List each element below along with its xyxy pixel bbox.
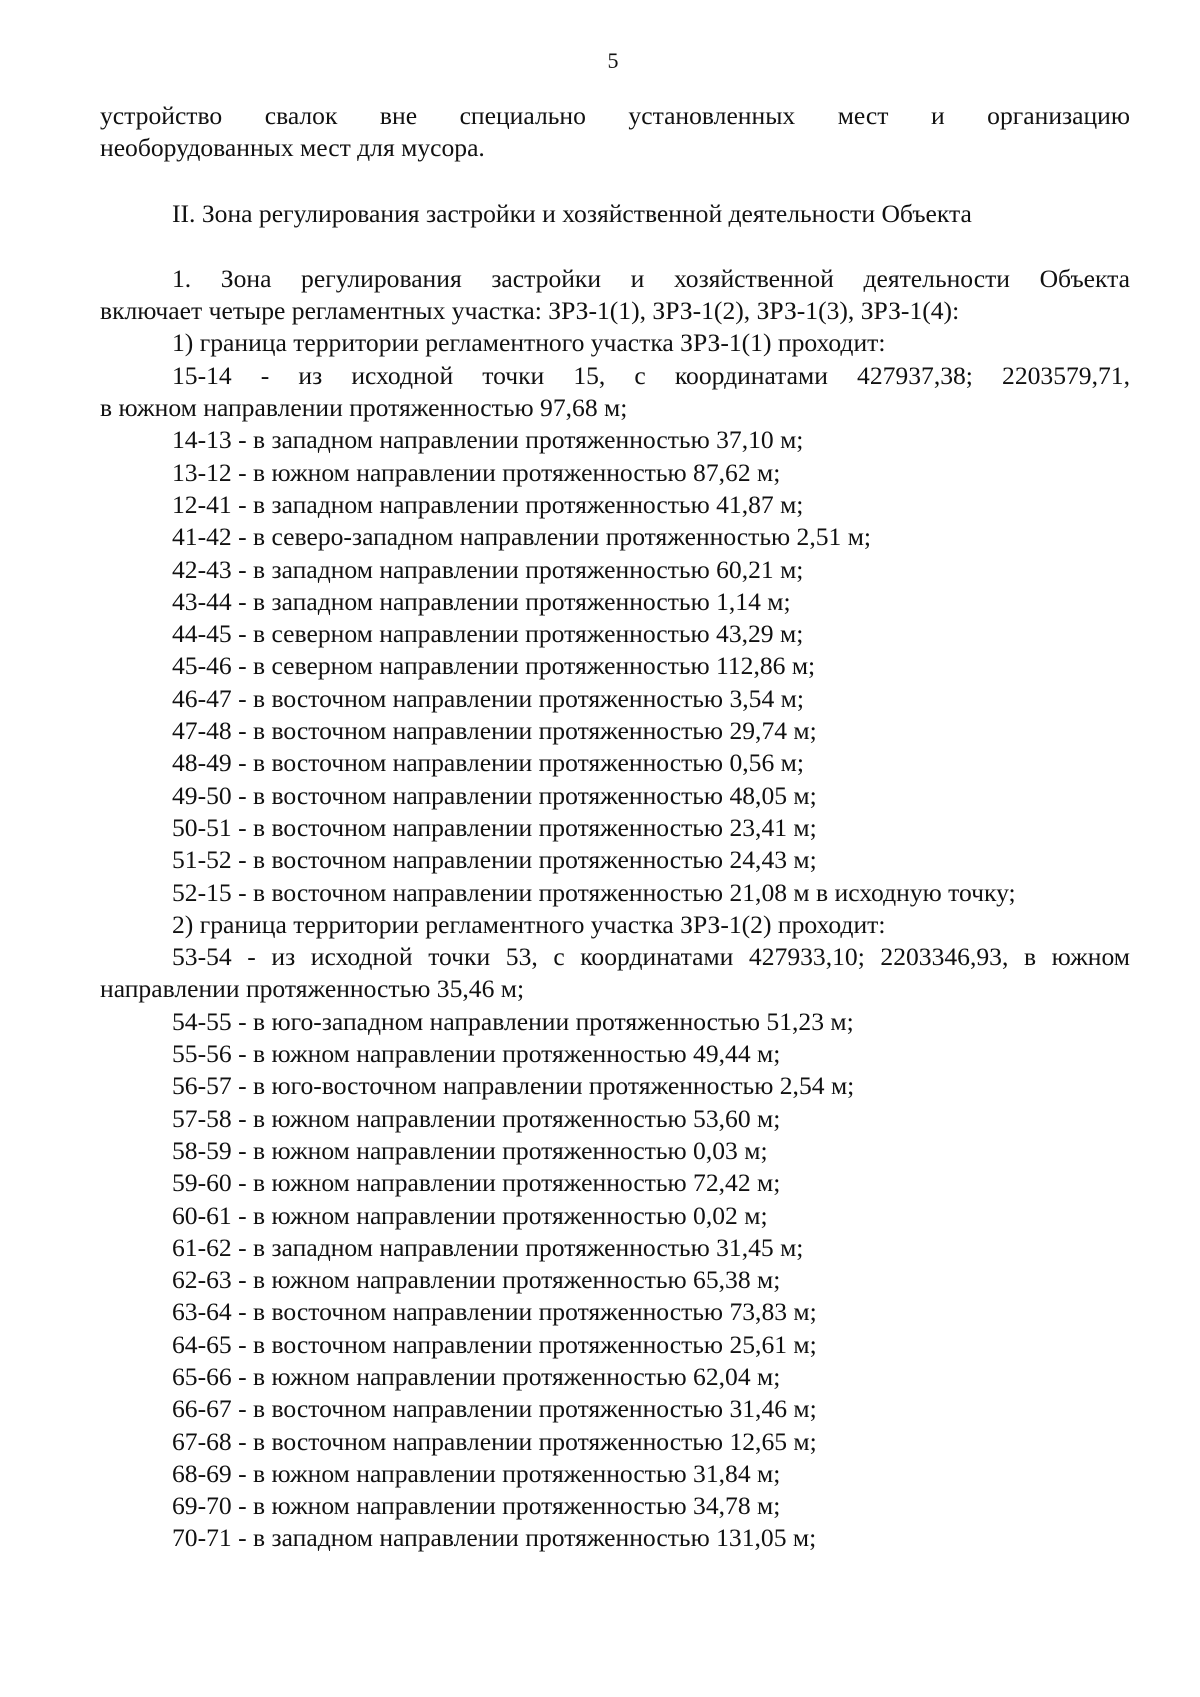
paragraph-1-line-1: 1. Зона регулирования застройки и хозяйственной деятельности Объекта bbox=[172, 263, 1130, 293]
boundary-segment: 46-47 - в восточном направлении протяженностью 3,54 м; bbox=[172, 683, 804, 713]
boundary-segment: 69-70 - в южном направлении протяженностью 34,78 м; bbox=[172, 1491, 781, 1521]
boundary-segment: 60-61 - в южном направлении протяженностью 0,02 м; bbox=[172, 1200, 768, 1230]
boundary-segment: 57-58 - в южном направлении протяженностью 53,60 м; bbox=[172, 1103, 781, 1133]
boundary-segment: 54-55 - в юго-западном направлении протяженностью 51,23 м; bbox=[172, 1006, 854, 1036]
boundary-segment: 61-62 - в западном направлении протяженностью 31,45 м; bbox=[172, 1232, 804, 1262]
boundary-segment: 42-43 - в западном направлении протяженностью 60,21 м; bbox=[172, 554, 804, 584]
part-1-segment-list bbox=[100, 424, 1130, 908]
boundary-segment: 65-66 - в южном направлении протяженностью 62,04 м; bbox=[172, 1361, 781, 1391]
boundary-segment: 52-15 - в восточном направлении протяженностью 21,08 м в исходную точку; bbox=[172, 877, 1016, 907]
boundary-segment: 63-64 - в восточном направлении протяженностью 73,83 м; bbox=[172, 1297, 817, 1327]
boundary-segment: 68-69 - в южном направлении протяженностью 31,84 м; bbox=[172, 1458, 781, 1488]
boundary-segment: 45-46 - в северном направлении протяженностью 112,86 м; bbox=[172, 651, 816, 681]
boundary-segment: 13-12 - в южном направлении протяженностью 87,62 м; bbox=[172, 457, 781, 487]
intro-line-2: необорудованных мест для мусора. bbox=[100, 133, 485, 163]
boundary-segment: 64-65 - в восточном направлении протяженностью 25,61 м; bbox=[172, 1329, 817, 1359]
section-heading: II. Зона регулирования застройки и хозяйственной деятельности Объекта bbox=[172, 198, 972, 228]
part-1-title: 1) граница территории регламентного участка ЗРЗ-1(1) проходит: bbox=[172, 328, 886, 358]
boundary-segment: 12-41 - в западном направлении протяженностью 41,87 м; bbox=[172, 489, 804, 519]
boundary-segment: 67-68 - в восточном направлении протяженностью 12,65 м; bbox=[172, 1426, 817, 1456]
boundary-segment: 14-13 - в западном направлении протяженностью 37,10 м; bbox=[172, 425, 804, 455]
boundary-segment: 41-42 - в северо-западном направлении протяженностью 2,51 м; bbox=[172, 522, 872, 552]
part-1-start-line-2: в южном направлении протяженностью 97,68 м; bbox=[100, 393, 628, 423]
part-1-start-line-1: 15-14 - из исходной точки 15, с координатами 427937,38; 2203579,71, bbox=[172, 360, 1130, 390]
intro-line-1: устройство свалок вне специально установленных мест и организацию bbox=[100, 101, 1130, 130]
part-2-start-line-2: направлении протяженностью 35,46 м; bbox=[100, 974, 525, 1004]
part-2-title: 2) граница территории регламентного участка ЗРЗ-1(2) проходит: bbox=[172, 909, 886, 939]
boundary-segment: 62-63 - в южном направлении протяженностью 65,38 м; bbox=[172, 1265, 781, 1295]
page-number: 5 bbox=[607, 48, 619, 73]
boundary-segment: 70-71 - в западном направлении протяженностью 131,05 м; bbox=[172, 1523, 817, 1553]
boundary-segment: 55-56 - в южном направлении протяженностью 49,44 м; bbox=[172, 1039, 781, 1069]
boundary-segment: 56-57 - в юго-восточном направлении протяженностью 2,54 м; bbox=[172, 1071, 855, 1101]
boundary-segment: 58-59 - в южном направлении протяженностью 0,03 м; bbox=[172, 1135, 768, 1165]
boundary-segment: 51-52 - в восточном направлении протяженностью 24,43 м; bbox=[172, 845, 817, 875]
boundary-segment: 49-50 - в восточном направлении протяженностью 48,05 м; bbox=[172, 780, 817, 810]
boundary-segment: 59-60 - в южном направлении протяженностью 72,42 м; bbox=[172, 1168, 781, 1198]
boundary-segment: 47-48 - в восточном направлении протяженностью 29,74 м; bbox=[172, 716, 817, 746]
boundary-segment: 48-49 - в восточном направлении протяженностью 0,56 м; bbox=[172, 748, 804, 778]
part-2-start-line-1: 53-54 - из исходной точки 53, с координатами 427933,10; 2203346,93, в южном bbox=[172, 942, 1130, 972]
part-2-segment-list bbox=[100, 1006, 1130, 1555]
boundary-segment: 66-67 - в восточном направлении протяженностью 31,46 м; bbox=[172, 1394, 817, 1424]
boundary-segment: 44-45 - в северном направлении протяженностью 43,29 м; bbox=[172, 619, 804, 649]
document-body bbox=[100, 100, 1130, 1555]
boundary-segment: 43-44 - в западном направлении протяженностью 1,14 м; bbox=[172, 586, 791, 616]
boundary-segment: 50-51 - в восточном направлении протяженностью 23,41 м; bbox=[172, 812, 817, 842]
paragraph-1-line-2: включает четыре регламентных участка: ЗРЗ-1(1), ЗРЗ-1(2), ЗРЗ-1(3), ЗРЗ-1(4): bbox=[100, 296, 960, 326]
